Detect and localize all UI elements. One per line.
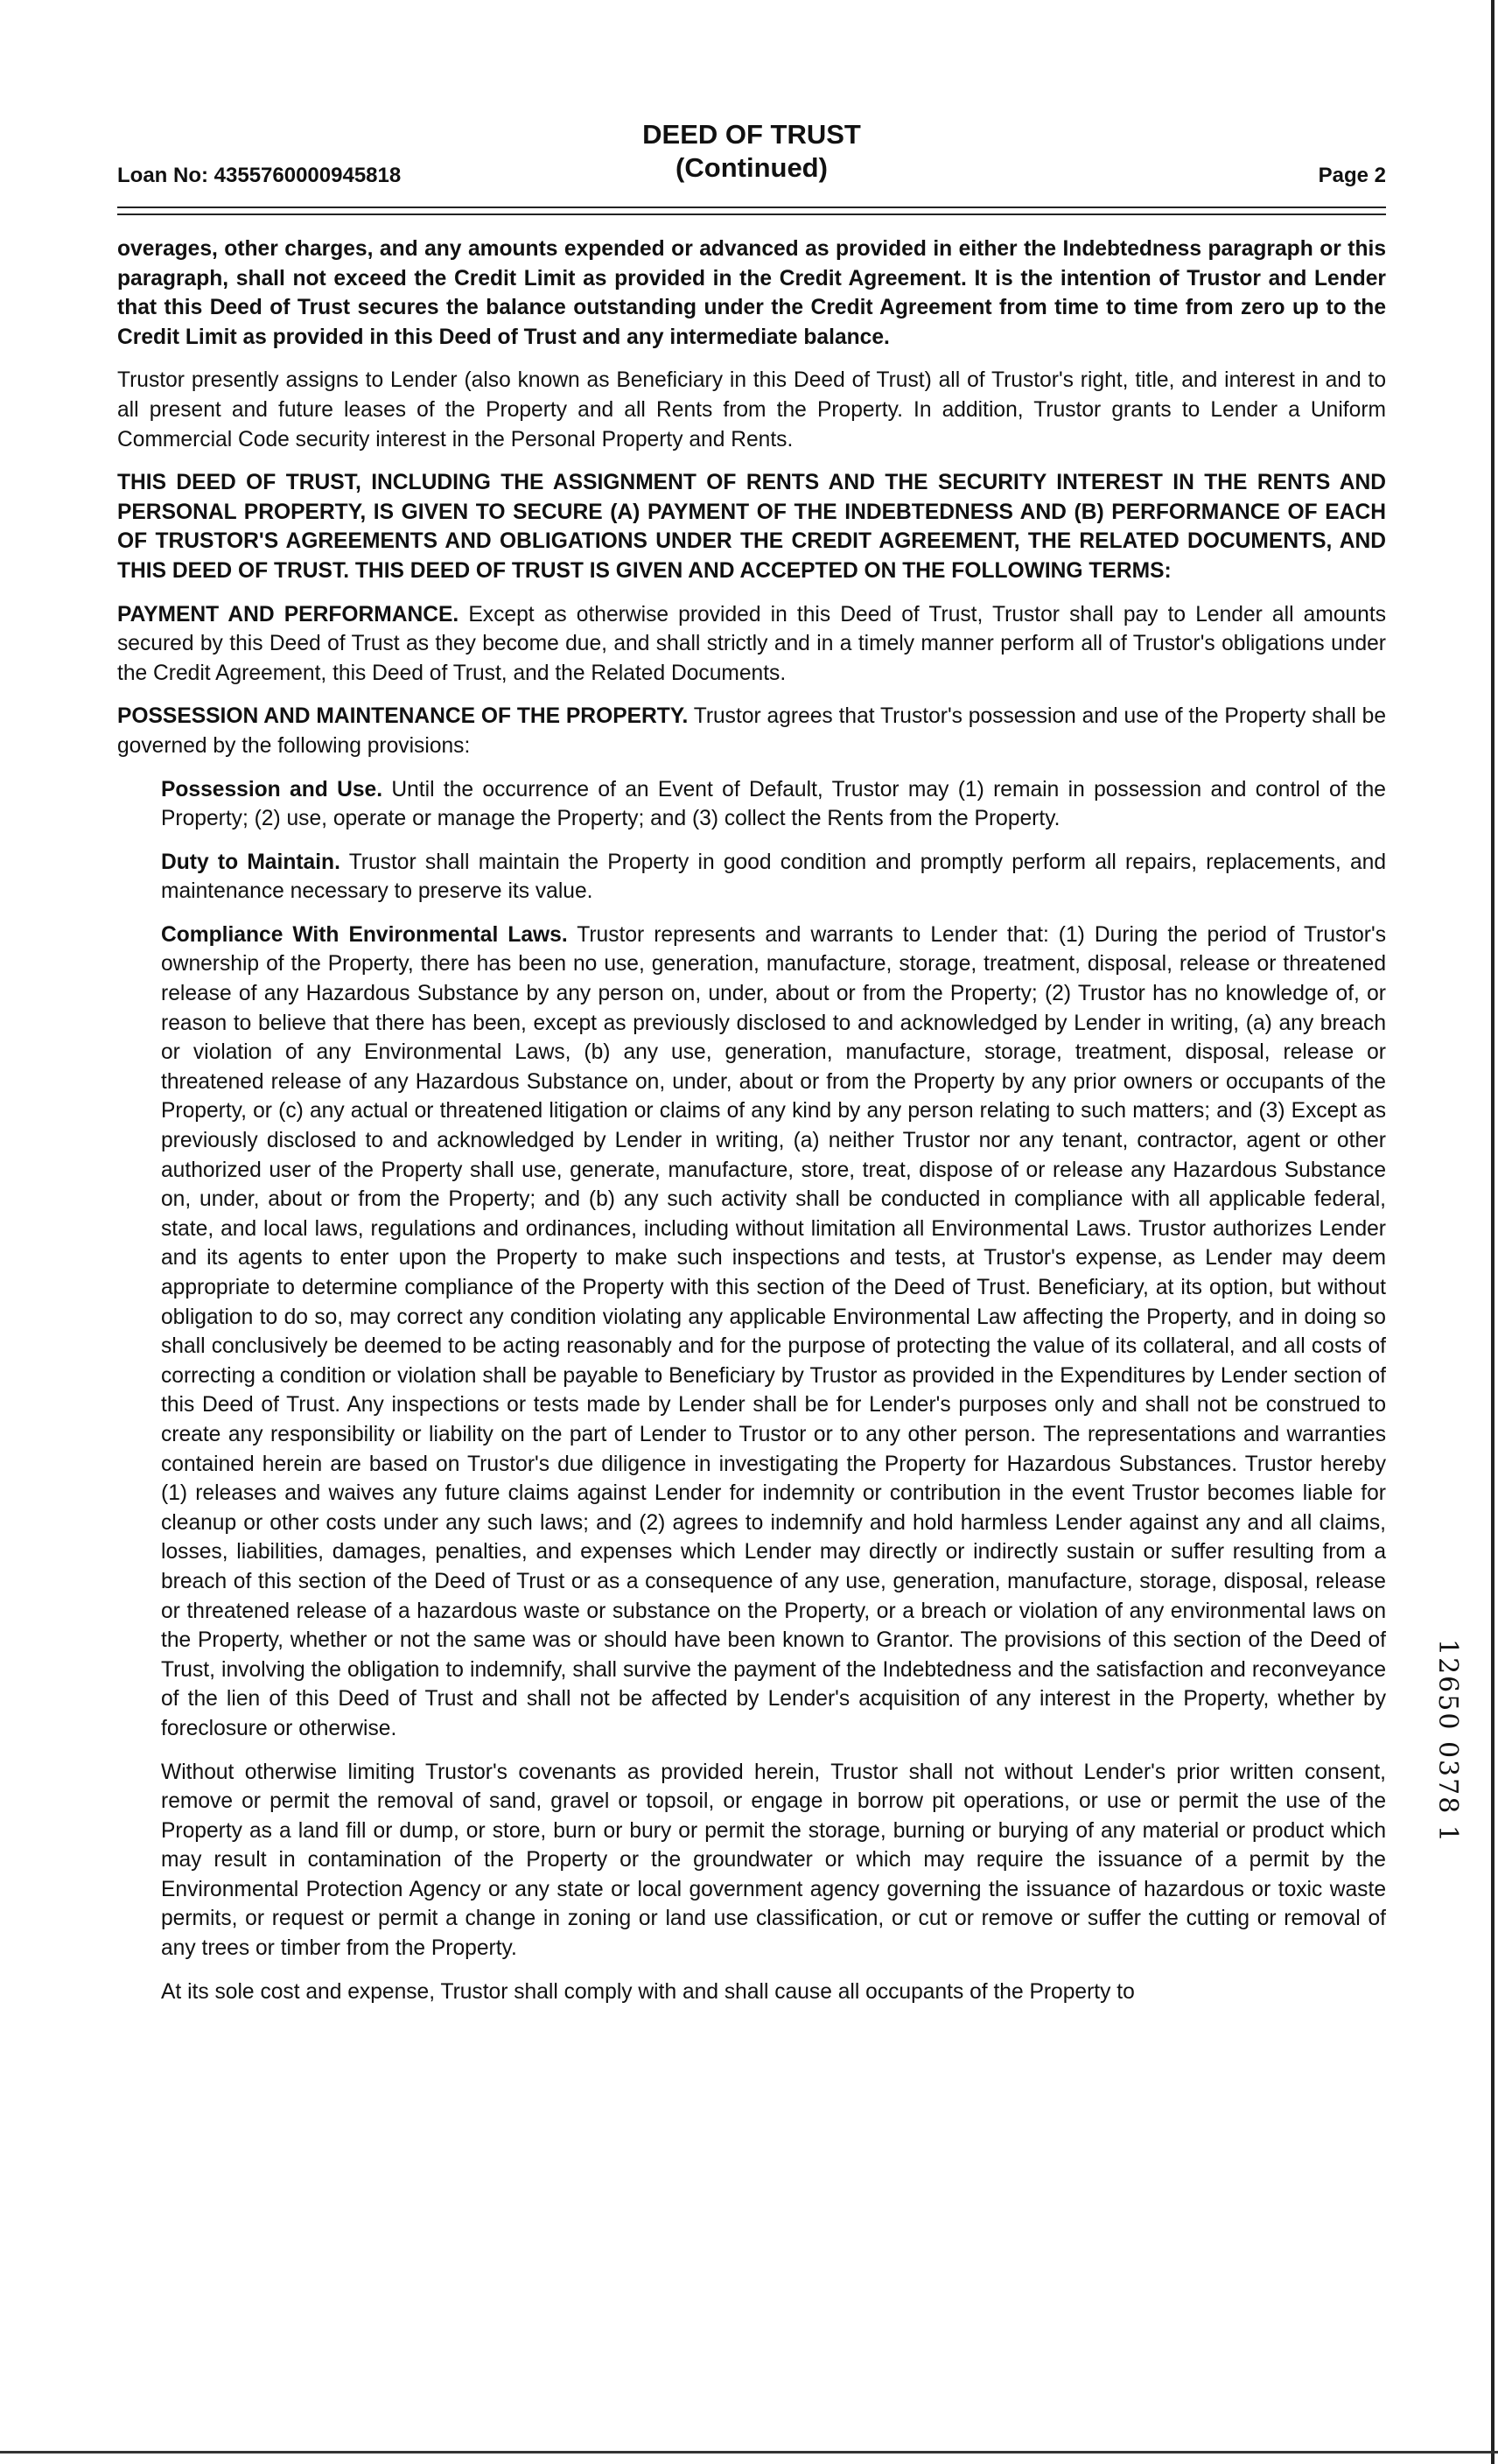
paragraph-covenants: Without otherwise limiting Trustor's covenants as provided herein, Trustor shall not without Lender's prior written consent, remove or permit the removal of sand, gravel or topsoil, or engage in borrow pit operations, or use or permit the use of the Property as a land fill or dump, or store, burn or bury or permit the storage, burning or burying of any material or product which may result in contamination of the Property or the groundwater or which may require the issuance of a permit by the Environmental Protection Agency or any state or local government agency governing the issuance of hazardous or toxic waste permits, or request or permit a change in zoning or land use classification, or cut or remove or suffer the cutting or removal of any trees or timber from the Property.	[161, 1760, 1386, 1961]
subsection-text: Trustor shall maintain the Property in good condition and promptly perform all repairs, replacements, and maintenance necessary to preserve its value.	[161, 850, 1387, 904]
subsection-text: Until the occurrence of an Event of Default, Trustor may (1) remain in possession and control of the Property; (2) use, operate or manage the Property; and (3) collect the Rents from the Property.	[161, 777, 1386, 831]
title-line-1: DEED OF TRUST	[642, 119, 861, 150]
title-line-2: (Continued)	[676, 152, 828, 183]
section-payment-performance	[117, 600, 1386, 689]
document-body	[117, 234, 1386, 2020]
subsection-heading: Compliance With Environmental Laws.	[161, 922, 568, 947]
subsection-possession-use	[161, 775, 1386, 834]
paragraph-security-terms: THIS DEED OF TRUST, INCLUDING THE ASSIGNMENT OF RENTS AND THE SECURITY INTEREST IN THE RENTS AND PERSONAL PROPERTY, IS GIVEN TO SECURE (A) PAYMENT OF THE INDEBTEDNESS AND (B) PERFORMANCE OF EACH OF TRUSTOR'S AGREEMENTS AND OBLIGATIONS UNDER THE CREDIT AGREEMENT, THE RELATED DOCUMENTS, AND THIS DEED OF TRUST. THIS DEED OF TRUST IS GIVEN AND ACCEPTED ON THE FOLLOWING TERMS:	[117, 471, 1386, 583]
subsection-text: Trustor represents and warrants to Lender that: (1) During the period of Trustor's ownership of the Property, there has been no use, generation, manufacture, storage, treatment, disposal, release or threatened release of any Hazardous Substance by any person on, under, about or from the Property; (2) Trustor has no knowledge of, or reason to believe that there has been, except as previously disclosed to and acknowledged by Lender in writing, (a) any breach or violation of any Environmental Laws, (b) any use, generation, manufacture, storage, treatment, disposal, release or threatened release of any Hazardous Substance on, under, about or from the Property by any prior owners or occupants of the Property, or (c) any actual or threatened litigation or claims of any kind by any person relating to such matters; and (3) Except as previously disclosed to and acknowledged by Lender in writing, (a) neither Trustor nor any tenant, contractor, agent or other authorized user of the Property shall use, generate, manufacture, store, treat, dispose of or release any Hazardous Substance on, under, about or from the Property; and (b) any such activity shall be conducted in compliance with all applicable federal, state, and local laws, regulations and ordinances, including without limitation all Environmental Laws. Trustor authorizes Lender and its agents to enter upon the Property to make such inspections and tests, at Trustor's expense, as Lender may deem appropriate to determine compliance of the Property with this section of the Deed of Trust. Beneficiary, at its option, but without obligation to do so, may correct any condition violating any applicable Environmental Law affecting the Property, and in doing so shall conclusively be deemed to be acting reasonably and for the purpose of protecting the value of its collateral, and all costs of correcting a condition or violation shall be payable to Beneficiary by Trustor as provided in the Expenditures by Lender section of this Deed of Trust. Any inspections or tests made by Lender shall be for Lender's purposes only and shall not be construed to create any responsibility or liability on the part of Lender to Trustor or to any other person. The representations and warranties contained herein are based on Trustor's due diligence in investigating the Property for Hazardous Substances. Trustor hereby (1) releases and waives any future claims against Lender for indemnity or contribution in the event Trustor becomes liable for cleanup or other costs under any such laws; and (2) agrees to indemnify and hold harmless Lender against any and all claims, losses, liabilities, damages, penalties, and expenses which Lender may directly or indirectly sustain or suffer resulting from a breach of this section of the Deed of Trust or as a consequence of any use, generation, manufacture, storage, disposal, release or threatened release of a hazardous waste or substance on the Property, or a breach or violation of any environmental laws on the Property, whether or not the same was or should have been known to Grantor. The provisions of this section of the Deed of Trust, involving the obligation to indemnify, shall survive the payment of the Indebtedness and the satisfaction and reconveyance of the lien of this Deed of Trust and shall not be affected by Lender's acquisition of any interest in the Property, whether by foreclosure or otherwise.	[161, 922, 1386, 1740]
section-heading: PAYMENT AND PERFORMANCE.	[117, 602, 459, 626]
loan-number: Loan No: 4355760000945818	[117, 164, 402, 187]
header-rule-bottom	[117, 214, 1386, 215]
subsection-heading: Possession and Use.	[161, 777, 383, 802]
page-header	[117, 118, 1386, 197]
page-number: Page 2	[1318, 164, 1386, 187]
subsection-environmental-laws	[161, 920, 1386, 1744]
margin-stamp-number: 12650 0378 1	[1432, 1639, 1463, 1844]
section-possession-maintenance	[117, 702, 1386, 760]
paragraph-compliance-start: At its sole cost and expense, Trustor shall comply with and shall cause all occupants of the Property to	[161, 1979, 1135, 2004]
paragraph-assignment: Trustor presently assigns to Lender (also known as Beneficiary in this Deed of Trust) all of Trustor's right, title, and interest in and to all present and future leases of the Property and all Rents from the Property. In addition, Trustor grants to Lender a Uniform Commercial Code security interest in the Personal Property and Rents.	[117, 368, 1386, 452]
subsection-heading: Duty to Maintain.	[161, 850, 340, 874]
scan-edge-bottom	[0, 2451, 1498, 2454]
scan-edge-right	[1491, 0, 1494, 2464]
subsection-duty-maintain	[161, 848, 1386, 906]
paragraph-credit-limit: overages, other charges, and any amounts expended or advanced as provided in either the Indebtedness paragraph or this paragraph, shall not exceed the Credit Limit as provided in the Credit Agreement. It is the intention of Trustor and Lender that this Deed of Trust secures the balance outstanding under the Credit Agreement from time to time from zero up to the Credit Limit as provided in this Deed of Trust and any intermediate balance.	[117, 237, 1386, 349]
section-text: Except as otherwise provided in this Deed of Trust, Trustor shall pay to Lender all amounts secured by this Deed of Trust as they become due, and shall strictly and in a timely manner perform all of Trustor's obligations under the Credit Agreement, this Deed of Trust, and the Related Documents.	[117, 602, 1386, 685]
document-title	[117, 118, 1386, 185]
header-rule-top	[117, 206, 1386, 208]
section-heading: POSSESSION AND MAINTENANCE OF THE PROPERTY.	[117, 704, 689, 729]
section-text: Trustor agrees that Trustor's possession and use of the Property shall be governed by the following provisions:	[117, 704, 1386, 758]
